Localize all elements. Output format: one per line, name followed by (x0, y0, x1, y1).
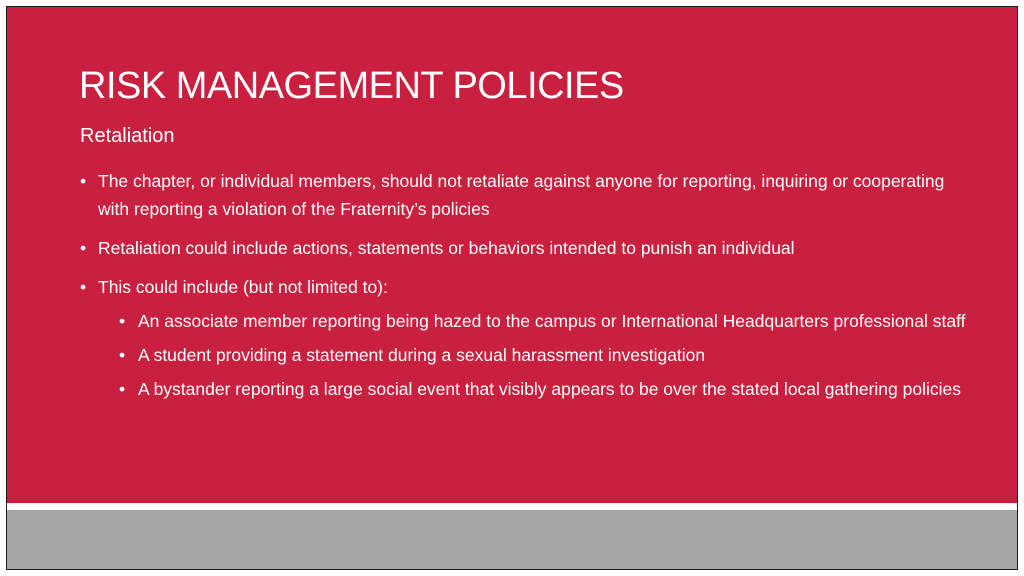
slide-subtitle: Retaliation (80, 125, 175, 147)
bullet-item: • The chapter, or individual members, should not retaliate against anyone for reporting, inquiring or cooperating with reporting a violation of the Fraternity’s policies (80, 167, 980, 223)
sub-bullet-item: • A student providing a statement during a sexual harassment investigation (119, 341, 980, 369)
sub-bullet-item: • An associate member reporting being hazed to the campus or International Headquarters professional staff (119, 307, 980, 335)
divider-strip (7, 503, 1017, 510)
footer-band (7, 510, 1017, 569)
sub-bullet-list (119, 307, 980, 403)
bullet-list (80, 167, 980, 414)
slide (6, 6, 1018, 570)
sub-bullet-item: • A bystander reporting a large social event that visibly appears to be over the stated local gathering policies (119, 375, 980, 403)
bullet-item-label: This could include (but not limited to): (98, 277, 388, 297)
content-panel (7, 7, 1017, 503)
bullet-item-with-sublist (80, 273, 980, 403)
slide-title: RISK MANAGEMENT POLICIES (79, 65, 624, 107)
bullet-item: • Retaliation could include actions, statements or behaviors intended to punish an individual (80, 234, 980, 262)
